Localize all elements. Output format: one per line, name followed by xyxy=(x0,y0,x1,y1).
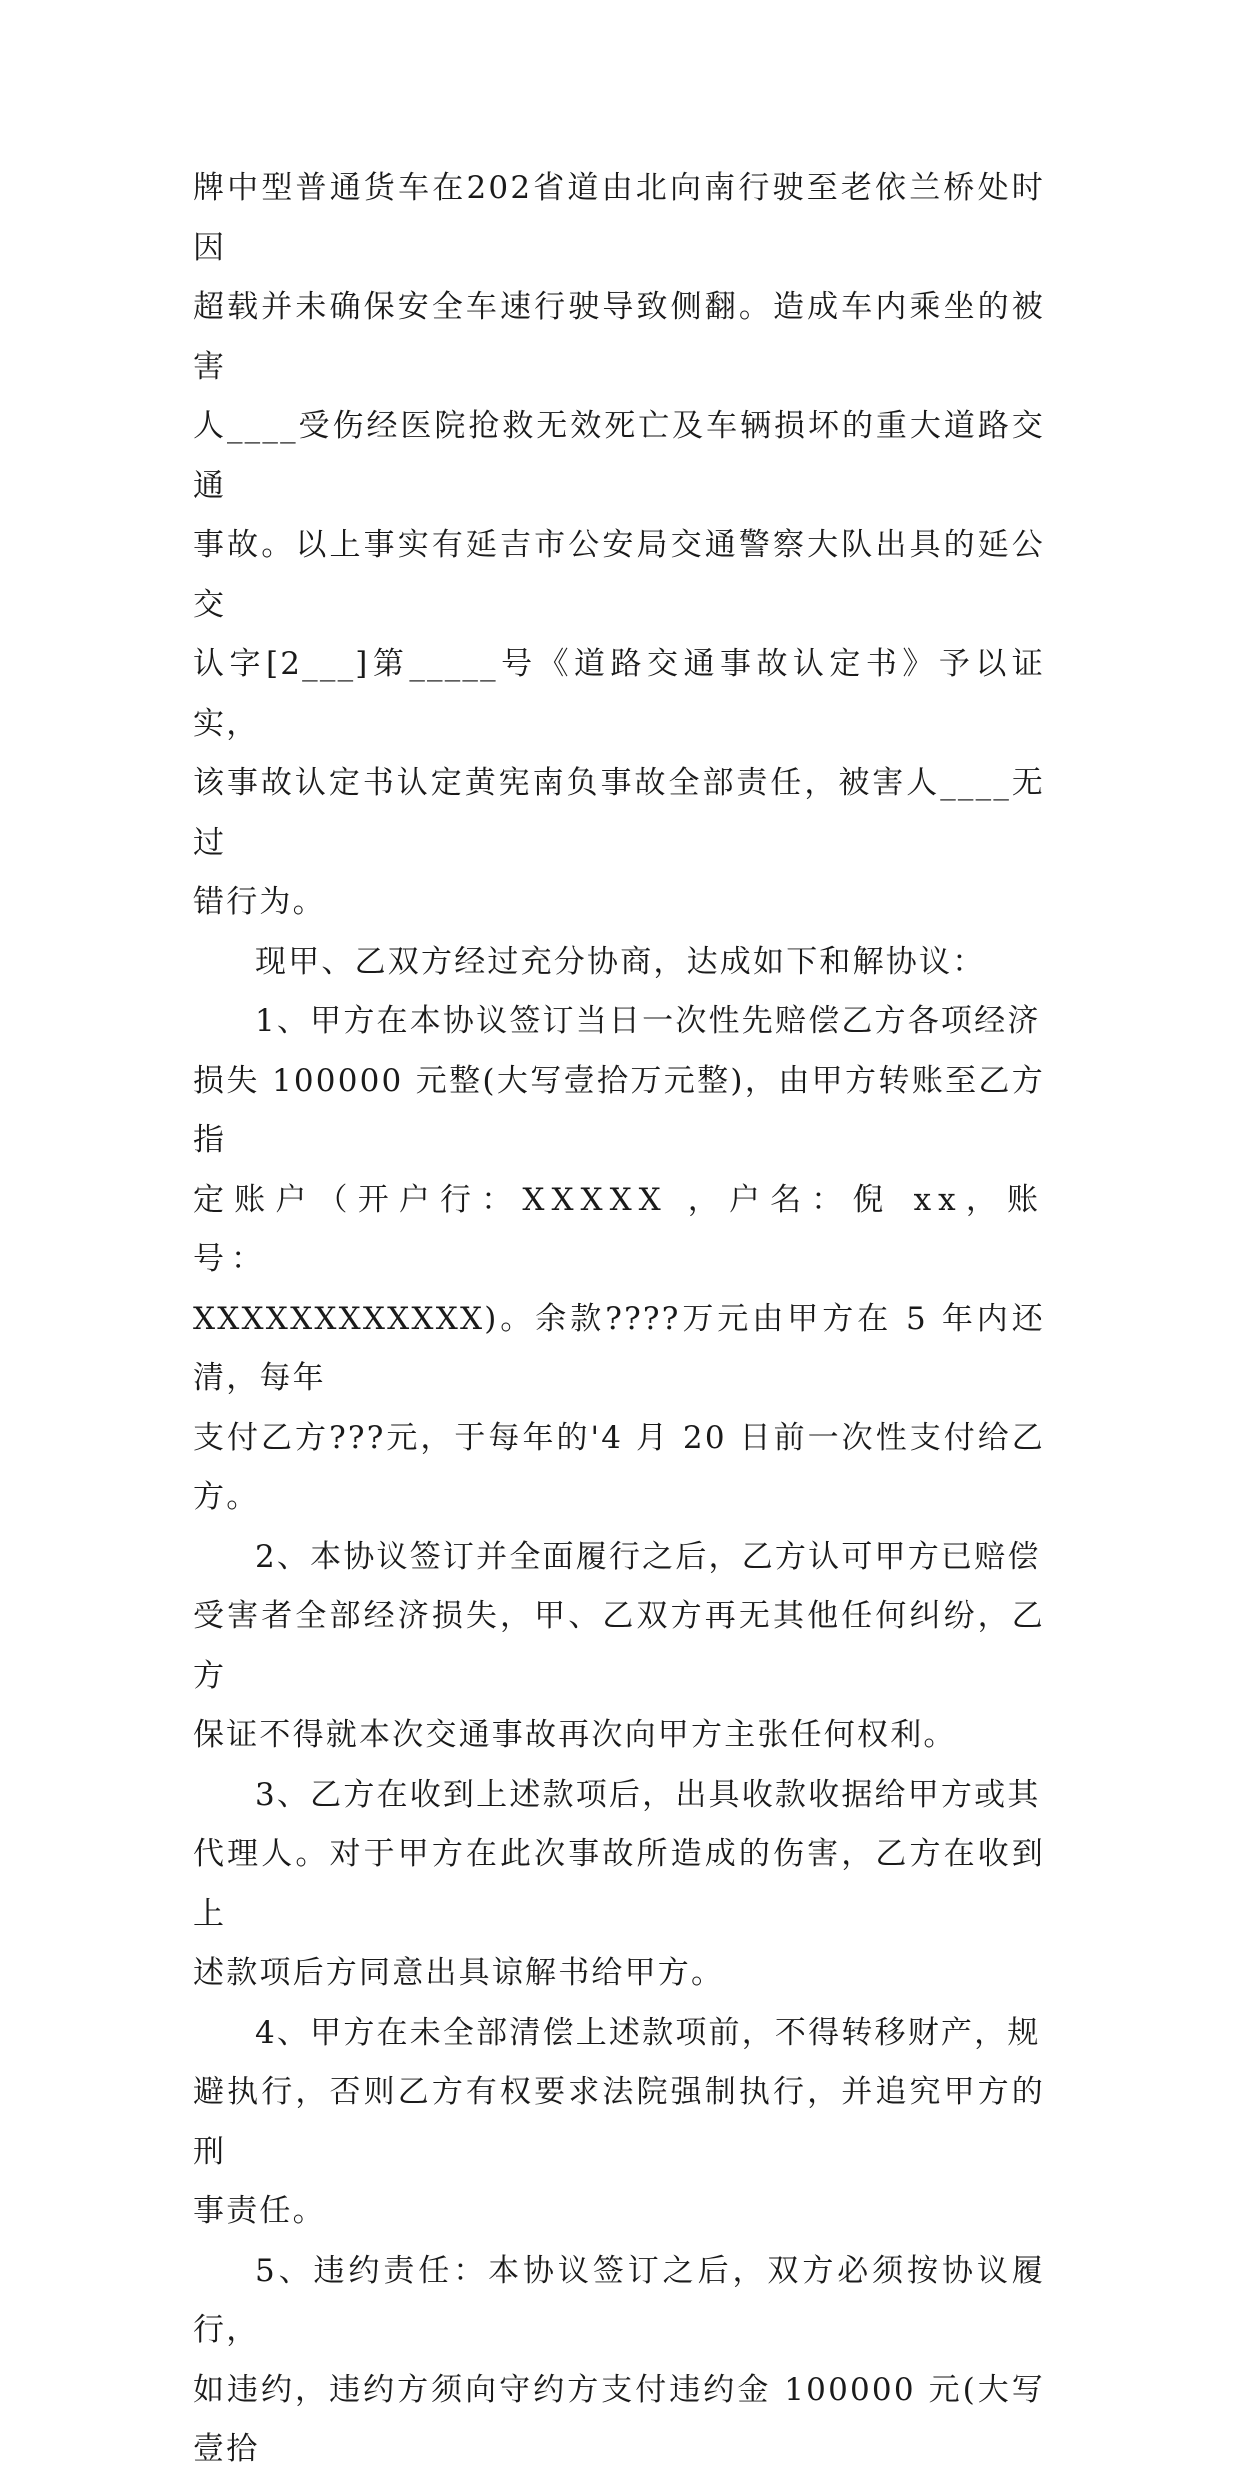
text-line: 事责任。 xyxy=(193,2193,326,2229)
text-line: 人____受伤经医院抢救无效死亡及车辆损坏的重大道路交通 xyxy=(193,408,1045,504)
clause-1-compensation xyxy=(193,992,1045,1528)
text-line: 支付乙方???元，于每年的'4 月 20 日前一次性支付给乙方。 xyxy=(193,1419,1045,1515)
text-line: 该事故认定书认定黄宪南负事故全部责任，被害人____无过 xyxy=(193,765,1045,861)
clause-3-receipt xyxy=(193,1766,1045,2004)
document-body xyxy=(193,159,1045,2480)
text-line: 定账户（开户行：XXXXX ，户名：倪 xx，账号： xyxy=(193,1181,1045,1277)
text-line: 代理人。对于甲方在此次事故所造成的伤害，乙方在收到上 xyxy=(193,1836,1045,1932)
paragraph-accident-facts xyxy=(193,159,1045,933)
text-line: 损失 100000 元整(大写壹拾万元整)，由甲方转账至乙方指 xyxy=(193,1062,1045,1158)
text-line: 错行为。 xyxy=(193,884,326,920)
text-line: 事故。以上事实有延吉市公安局交通警察大队出具的延公交 xyxy=(193,527,1045,623)
text-line: 述款项后方同意出具谅解书给甲方。 xyxy=(193,1955,725,1991)
text-line: 4、甲方在未全部清偿上述款项前，不得转移财产，规 xyxy=(255,2014,1041,2051)
paragraph-agreement-intro xyxy=(193,933,1045,993)
text-line: 受害者全部经济损失，甲、乙双方再无其他任何纠纷，乙方 xyxy=(193,1598,1045,1694)
text-line: 1、甲方在本协议签订当日一次性先赔偿乙方各项经济 xyxy=(255,1003,1041,1039)
text-line: 2、本协议签订并全面履行之后，乙方认可甲方已赔偿 xyxy=(255,1538,1041,1575)
text-line: 避执行，否则乙方有权要求法院强制执行，并追究甲方的刑 xyxy=(193,2074,1045,2170)
text-line: XXXXXXXXXXXX)。余款????万元由甲方在 5 年内还清，每年 xyxy=(193,1300,1045,1396)
clause-4-assets xyxy=(193,2004,1045,2242)
text-line: 5、违约责任：本协议签订之后，双方必须按协议履行， xyxy=(193,2252,1045,2348)
text-line: 现甲、乙双方经过充分协商，达成如下和解协议： xyxy=(255,943,986,980)
text-line: 保证不得就本次交通事故再次向甲方主张任何权利。 xyxy=(193,1717,957,1753)
text-line: 3、乙方在收到上述款项后，出具收款收据给甲方或其 xyxy=(255,1776,1041,1813)
clause-5-breach xyxy=(193,2242,1045,2480)
text-line: 如违约，违约方须向守约方支付违约金 100000 元(大写壹拾 xyxy=(193,2371,1045,2467)
text-line: 超载并未确保安全车速行驶导致侧翻。造成车内乘坐的被害 xyxy=(193,289,1045,385)
text-line: 牌中型普通货车在202省道由北向南行驶至老依兰桥处时因 xyxy=(193,170,1045,266)
clause-2-settlement xyxy=(193,1528,1045,1766)
text-line: 认字[2___]第_____号《道路交通事故认定书》予以证实， xyxy=(193,646,1045,742)
